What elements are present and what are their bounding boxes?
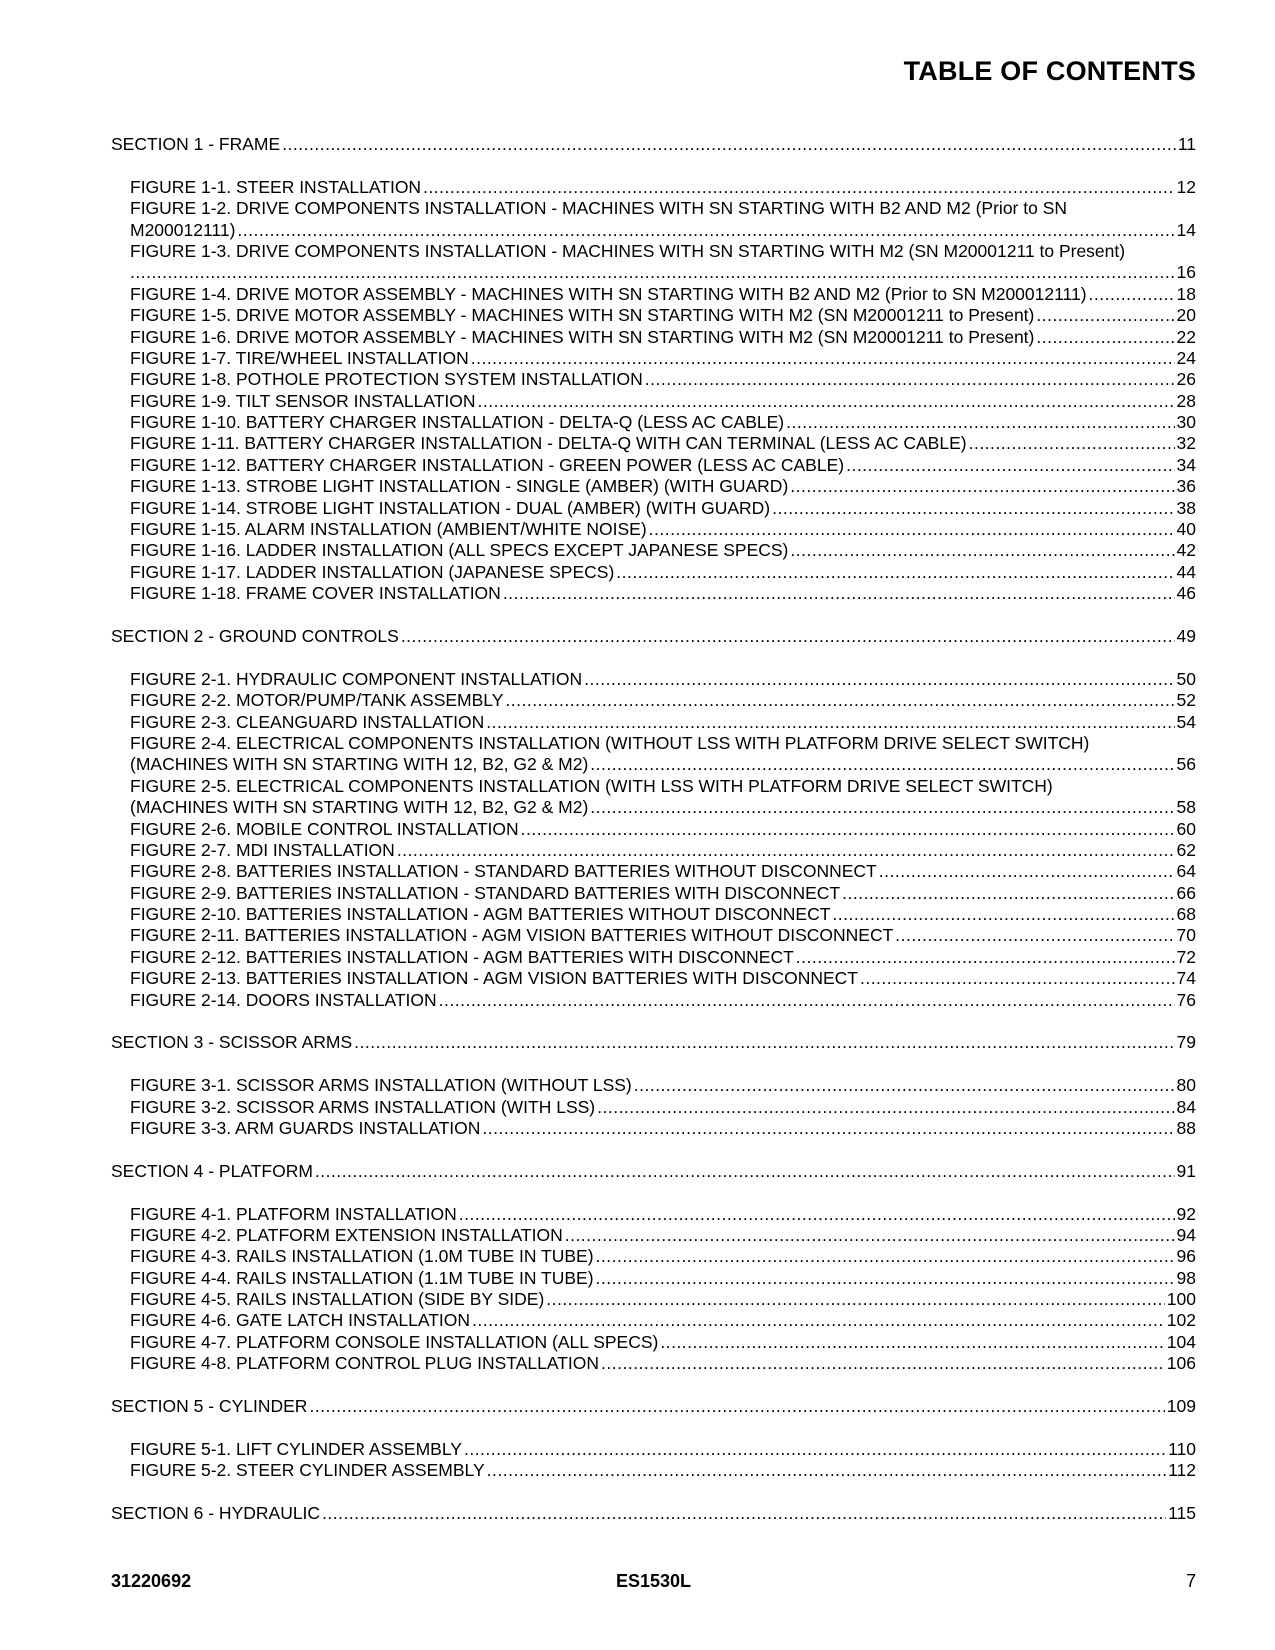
dot-leader	[601, 1353, 1165, 1374]
toc-label: FIGURE 2-14. DOORS INSTALLATION	[130, 989, 437, 1010]
toc-figure-2-6[interactable]	[111, 819, 1196, 840]
toc-figure-1-3-cont[interactable]	[111, 262, 1196, 283]
toc-figure-2-13[interactable]	[111, 968, 1196, 989]
toc-page: 42	[1176, 540, 1196, 561]
toc-figure-1-5[interactable]	[111, 305, 1196, 326]
dot-leader	[660, 1332, 1164, 1353]
toc-figure-4-8[interactable]	[111, 1353, 1196, 1374]
dot-leader	[459, 1204, 1175, 1225]
toc-page: 12	[1176, 176, 1196, 197]
toc-label: FIGURE 4-7. PLATFORM CONSOLE INSTALLATION (ALL SPECS)	[130, 1331, 659, 1352]
toc-figure-1-10[interactable]	[111, 412, 1196, 433]
toc-label: FIGURE 2-6. MOBILE CONTROL INSTALLATION	[130, 818, 519, 839]
toc-label: FIGURE 1-12. BATTERY CHARGER INSTALLATION - GREEN POWER (LESS AC CABLE)	[130, 454, 845, 475]
dot-leader	[790, 476, 1174, 497]
toc-label: SECTION 2 - GROUND CONTROLS	[111, 625, 399, 646]
dot-leader	[237, 220, 1174, 241]
toc-page: 91	[1176, 1160, 1196, 1181]
toc-figure-2-7[interactable]	[111, 840, 1196, 861]
toc-figure-2-10[interactable]	[111, 904, 1196, 925]
toc-page: 56	[1176, 754, 1196, 775]
toc-figure-1-16[interactable]	[111, 540, 1196, 561]
dot-leader	[634, 1075, 1175, 1096]
table-of-contents	[111, 134, 1196, 1524]
toc-section-2[interactable]	[111, 626, 1196, 647]
toc-figure-1-13[interactable]	[111, 476, 1196, 497]
toc-figure-1-6[interactable]	[111, 327, 1196, 348]
toc-label: SECTION 5 - CYLINDER	[111, 1396, 308, 1417]
toc-label: FIGURE 1-17. LADDER INSTALLATION (JAPANESE SPECS)	[130, 561, 615, 582]
toc-page: 84	[1176, 1096, 1196, 1117]
toc-figure-2-4-cont[interactable]	[111, 754, 1196, 775]
toc-page: 34	[1176, 454, 1196, 475]
document-number: 31220692	[111, 1571, 192, 1591]
toc-section-3[interactable]	[111, 1032, 1196, 1053]
dot-leader	[472, 1310, 1165, 1331]
toc-page: 112	[1168, 1460, 1196, 1481]
toc-page: 94	[1176, 1224, 1196, 1245]
toc-label: (MACHINES WITH SN STARTING WITH 12, B2, G2 & M2)	[130, 797, 589, 818]
toc-figure-1-18[interactable]	[111, 583, 1196, 604]
toc-figure-1-3[interactable]	[111, 241, 1196, 262]
toc-label: FIGURE 1-2. DRIVE COMPONENTS INSTALLATION - MACHINES WITH SN STARTING WITH B2 AND M2 (Prior to SN	[130, 198, 1068, 219]
toc-page: 60	[1176, 818, 1196, 839]
dot-leader	[786, 412, 1174, 433]
toc-figure-2-1[interactable]	[111, 669, 1196, 690]
toc-page: 52	[1176, 690, 1196, 711]
dot-leader	[397, 840, 1175, 861]
toc-label: FIGURE 2-3. CLEANGUARD INSTALLATION	[130, 711, 485, 732]
toc-figure-1-14[interactable]	[111, 498, 1196, 519]
dot-leader	[546, 1289, 1165, 1310]
toc-label: SECTION 1 - FRAME	[111, 134, 281, 154]
toc-figure-2-5[interactable]	[111, 776, 1196, 797]
toc-page: 20	[1176, 305, 1196, 326]
toc-label: FIGURE 4-4. RAILS INSTALLATION (1.1M TUBE IN TUBE)	[130, 1267, 594, 1288]
toc-label: FIGURE 4-3. RAILS INSTALLATION (1.0M TUBE IN TUBE)	[130, 1246, 594, 1267]
toc-page: 64	[1176, 861, 1196, 882]
toc-figure-4-2[interactable]	[111, 1225, 1196, 1246]
toc-label: FIGURE 1-15. ALARM INSTALLATION (AMBIENT/WHITE NOISE)	[130, 519, 647, 540]
toc-figure-2-4[interactable]	[111, 733, 1196, 754]
toc-page: 109	[1166, 1396, 1196, 1417]
toc-page: 62	[1176, 839, 1196, 860]
toc-figure-1-1[interactable]	[111, 177, 1196, 198]
dot-leader	[590, 754, 1174, 775]
toc-figure-2-14[interactable]	[111, 990, 1196, 1011]
toc-figure-3-2[interactable]	[111, 1097, 1196, 1118]
toc-figure-3-3[interactable]	[111, 1118, 1196, 1139]
dot-leader	[565, 1225, 1175, 1246]
toc-figure-1-12[interactable]	[111, 455, 1196, 476]
toc-figure-2-3[interactable]	[111, 712, 1196, 733]
toc-label: FIGURE 1-14. STROBE LIGHT INSTALLATION - DUAL (AMBER) (WITH GUARD)	[130, 497, 771, 518]
toc-page: 54	[1176, 711, 1196, 732]
toc-section-4[interactable]	[111, 1161, 1196, 1182]
dot-leader	[486, 712, 1174, 733]
dot-leader	[879, 861, 1175, 882]
toc-label: FIGURE 1-1. STEER INSTALLATION	[130, 176, 422, 197]
toc-label: FIGURE 3-2. SCISSOR ARMS INSTALLATION (WITH LSS)	[130, 1096, 596, 1117]
dot-leader	[315, 1161, 1175, 1182]
toc-figure-1-2-cont[interactable]	[111, 220, 1196, 241]
dot-leader	[596, 1268, 1175, 1289]
dot-leader	[423, 177, 1174, 198]
toc-label: FIGURE 1-8. POTHOLE PROTECTION SYSTEM INSTALLATION	[130, 369, 643, 390]
toc-label: FIGURE 1-7. TIRE/WHEEL INSTALLATION	[130, 347, 469, 368]
toc-page: 80	[1176, 1075, 1196, 1096]
dot-leader	[796, 947, 1175, 968]
toc-label: FIGURE 4-1. PLATFORM INSTALLATION	[130, 1203, 457, 1224]
dot-leader	[846, 455, 1174, 476]
toc-label: FIGURE 2-9. BATTERIES INSTALLATION - STANDARD BATTERIES WITH DISCONNECT	[130, 882, 841, 903]
toc-figure-4-3[interactable]	[111, 1246, 1196, 1267]
dot-leader	[401, 626, 1175, 647]
dot-leader	[584, 669, 1174, 690]
toc-page: 46	[1176, 583, 1196, 604]
dot-leader	[471, 348, 1175, 369]
toc-label: FIGURE 4-8. PLATFORM CONTROL PLUG INSTALLATION	[130, 1353, 600, 1374]
toc-figure-4-4[interactable]	[111, 1268, 1196, 1289]
toc-label: FIGURE 1-10. BATTERY CHARGER INSTALLATION - DELTA-Q (LESS AC CABLE)	[130, 412, 785, 433]
toc-page: 26	[1176, 369, 1196, 390]
toc-page: 30	[1176, 412, 1196, 433]
toc-section-5[interactable]	[111, 1396, 1196, 1417]
toc-figure-5-2[interactable]	[111, 1460, 1196, 1481]
toc-figure-2-2[interactable]	[111, 690, 1196, 711]
toc-label: FIGURE 3-1. SCISSOR ARMS INSTALLATION (WITHOUT LSS)	[130, 1075, 632, 1096]
toc-page: 16	[1176, 262, 1196, 283]
toc-label: SECTION 6 - HYDRAULIC	[111, 1503, 321, 1523]
toc-label: FIGURE 2-7. MDI INSTALLATION	[130, 839, 395, 860]
page-footer	[111, 1571, 1196, 1593]
page-number: 7	[1185, 1571, 1196, 1591]
dot-leader	[842, 883, 1174, 904]
dot-leader	[596, 1246, 1175, 1267]
dot-leader	[790, 540, 1174, 561]
toc-label: FIGURE 1-9. TILT SENSOR INSTALLATION	[130, 390, 476, 411]
dot-leader	[478, 391, 1175, 412]
toc-label: FIGURE 4-6. GATE LATCH INSTALLATION	[130, 1310, 471, 1331]
toc-figure-4-6[interactable]	[111, 1310, 1196, 1331]
toc-page: 38	[1176, 497, 1196, 518]
toc-page: 36	[1176, 476, 1196, 497]
toc-page: 79	[1176, 1032, 1196, 1053]
toc-page: 70	[1176, 925, 1196, 946]
dot-leader	[832, 904, 1174, 925]
dot-leader	[464, 1439, 1166, 1460]
toc-figure-1-4[interactable]	[111, 284, 1196, 305]
toc-page: 32	[1176, 433, 1196, 454]
toc-label: FIGURE 2-2. MOTOR/PUMP/TANK ASSEMBLY	[130, 690, 504, 711]
dot-leader	[772, 498, 1174, 519]
toc-label: SECTION 3 - SCISSOR ARMS	[111, 1032, 353, 1053]
toc-page: 50	[1176, 668, 1196, 689]
toc-figure-1-9[interactable]	[111, 391, 1196, 412]
dot-leader	[1036, 327, 1174, 348]
toc-label: M200012111)	[130, 219, 236, 240]
toc-figure-2-12[interactable]	[111, 947, 1196, 968]
toc-page: 96	[1176, 1246, 1196, 1267]
toc-figure-1-8[interactable]	[111, 369, 1196, 390]
toc-page: 92	[1176, 1203, 1196, 1224]
toc-label: FIGURE 1-13. STROBE LIGHT INSTALLATION - SINGLE (AMBER) (WITH GUARD)	[130, 476, 789, 497]
toc-label: FIGURE 1-6. DRIVE MOTOR ASSEMBLY - MACHINES WITH SN STARTING WITH M2 (SN M20001211 to Present)	[130, 326, 1035, 347]
toc-label: SECTION 4 - PLATFORM	[111, 1160, 313, 1181]
toc-label: FIGURE 2-5. ELECTRICAL COMPONENTS INSTALLATION (WITH LSS WITH PLATFORM DRIVE SELECT SWITCH)	[130, 775, 1053, 796]
toc-figure-2-8[interactable]	[111, 861, 1196, 882]
dot-leader	[487, 1460, 1166, 1481]
toc-figure-2-5-cont[interactable]	[111, 797, 1196, 818]
toc-page: 44	[1176, 561, 1196, 582]
toc-page: 88	[1176, 1117, 1196, 1138]
toc-page: 24	[1176, 347, 1196, 368]
toc-page: 49	[1176, 625, 1196, 646]
toc-figure-1-11[interactable]	[111, 433, 1196, 454]
dot-leader	[1089, 284, 1175, 305]
toc-page: 58	[1176, 797, 1196, 818]
toc-page: 98	[1176, 1267, 1196, 1288]
toc-section-6[interactable]	[111, 1503, 1196, 1524]
toc-label: FIGURE 1-16. LADDER INSTALLATION (ALL SPECS EXCEPT JAPANESE SPECS)	[130, 540, 789, 561]
toc-page: 68	[1176, 904, 1196, 925]
toc-label: FIGURE 1-4. DRIVE MOTOR ASSEMBLY - MACHINES WITH SN STARTING WITH B2 AND M2 (Prior to SN M200012111)	[130, 283, 1087, 304]
dot-leader	[616, 562, 1174, 583]
toc-figure-4-5[interactable]	[111, 1289, 1196, 1310]
dot-leader	[482, 1118, 1174, 1139]
dot-leader	[505, 690, 1174, 711]
dot-leader	[130, 262, 1175, 283]
dot-leader	[649, 519, 1175, 540]
dot-leader	[590, 797, 1174, 818]
toc-page: 11	[1177, 134, 1196, 154]
toc-figure-1-7[interactable]	[111, 348, 1196, 369]
toc-figure-3-1[interactable]	[111, 1075, 1196, 1096]
toc-label: FIGURE 2-10. BATTERIES INSTALLATION - AGM BATTERIES WITHOUT DISCONNECT	[130, 904, 831, 925]
toc-section-1[interactable]	[111, 134, 1196, 155]
toc-label: FIGURE 2-1. HYDRAULIC COMPONENT INSTALLATION	[130, 668, 583, 689]
toc-figure-5-1[interactable]	[111, 1439, 1196, 1460]
toc-figure-4-7[interactable]	[111, 1332, 1196, 1353]
toc-label: FIGURE 4-2. PLATFORM EXTENSION INSTALLATION	[130, 1224, 563, 1245]
toc-page: 18	[1176, 283, 1196, 304]
toc-label: FIGURE 2-11. BATTERIES INSTALLATION - AGM VISION BATTERIES WITHOUT DISCONNECT	[130, 925, 894, 946]
dot-leader	[969, 433, 1175, 454]
dot-leader	[322, 1503, 1166, 1524]
toc-label: FIGURE 1-18. FRAME COVER INSTALLATION	[130, 583, 501, 604]
toc-page: 104	[1166, 1331, 1196, 1352]
toc-label: FIGURE 1-5. DRIVE MOTOR ASSEMBLY - MACHINES WITH SN STARTING WITH M2 (SN M20001211 to Present)	[130, 305, 1035, 326]
dot-leader	[860, 968, 1175, 989]
toc-figure-2-9[interactable]	[111, 883, 1196, 904]
toc-page: 66	[1176, 882, 1196, 903]
toc-label: FIGURE 4-5. RAILS INSTALLATION (SIDE BY SIDE)	[130, 1289, 545, 1310]
toc-page: 74	[1176, 968, 1196, 989]
toc-page: 115	[1168, 1503, 1196, 1523]
toc-page: 106	[1166, 1353, 1196, 1374]
model-name: ES1530L	[615, 1571, 692, 1591]
dot-leader	[1036, 305, 1174, 326]
dot-leader	[282, 134, 1176, 155]
dot-leader	[503, 583, 1175, 604]
toc-page: 14	[1176, 219, 1196, 240]
toc-page: 110	[1168, 1438, 1196, 1459]
dot-leader	[645, 369, 1175, 390]
toc-page: 40	[1176, 519, 1196, 540]
toc-figure-1-17[interactable]	[111, 562, 1196, 583]
toc-label: (MACHINES WITH SN STARTING WITH 12, B2, G2 & M2)	[130, 754, 589, 775]
toc-figure-4-1[interactable]	[111, 1204, 1196, 1225]
toc-label: FIGURE 1-11. BATTERY CHARGER INSTALLATION - DELTA-Q WITH CAN TERMINAL (LESS AC CABLE)	[130, 433, 967, 454]
dot-leader	[597, 1097, 1174, 1118]
toc-label: FIGURE 1-3. DRIVE COMPONENTS INSTALLATION - MACHINES WITH SN STARTING WITH M2 (SN M20001211 to Present)	[130, 240, 1126, 261]
toc-label: FIGURE 2-4. ELECTRICAL COMPONENTS INSTALLATION (WITHOUT LSS WITH PLATFORM DRIVE SELECT SWITCH)	[130, 732, 1090, 753]
toc-label: FIGURE 2-8. BATTERIES INSTALLATION - STANDARD BATTERIES WITHOUT DISCONNECT	[130, 861, 877, 882]
toc-page: 28	[1176, 390, 1196, 411]
dot-leader	[309, 1396, 1164, 1417]
toc-label: FIGURE 2-12. BATTERIES INSTALLATION - AGM BATTERIES WITH DISCONNECT	[130, 946, 794, 967]
toc-label: FIGURE 3-3. ARM GUARDS INSTALLATION	[130, 1117, 481, 1138]
toc-label: FIGURE 5-2. STEER CYLINDER ASSEMBLY	[130, 1460, 485, 1481]
toc-page: 72	[1176, 946, 1196, 967]
page-title: TABLE OF CONTENTS	[903, 56, 1196, 86]
toc-page: 22	[1176, 326, 1196, 347]
toc-page: 76	[1176, 989, 1196, 1010]
dot-leader	[354, 1032, 1174, 1053]
toc-page: 102	[1166, 1310, 1196, 1331]
dot-leader	[521, 819, 1175, 840]
toc-label: FIGURE 2-13. BATTERIES INSTALLATION - AGM VISION BATTERIES WITH DISCONNECT	[130, 968, 858, 989]
dot-leader	[439, 990, 1175, 1011]
toc-figure-2-11[interactable]	[111, 925, 1196, 946]
toc-label: FIGURE 5-1. LIFT CYLINDER ASSEMBLY	[130, 1438, 462, 1459]
dot-leader	[895, 925, 1174, 946]
toc-figure-1-2[interactable]	[111, 198, 1196, 219]
toc-figure-1-15[interactable]	[111, 519, 1196, 540]
toc-page: 100	[1166, 1289, 1196, 1310]
